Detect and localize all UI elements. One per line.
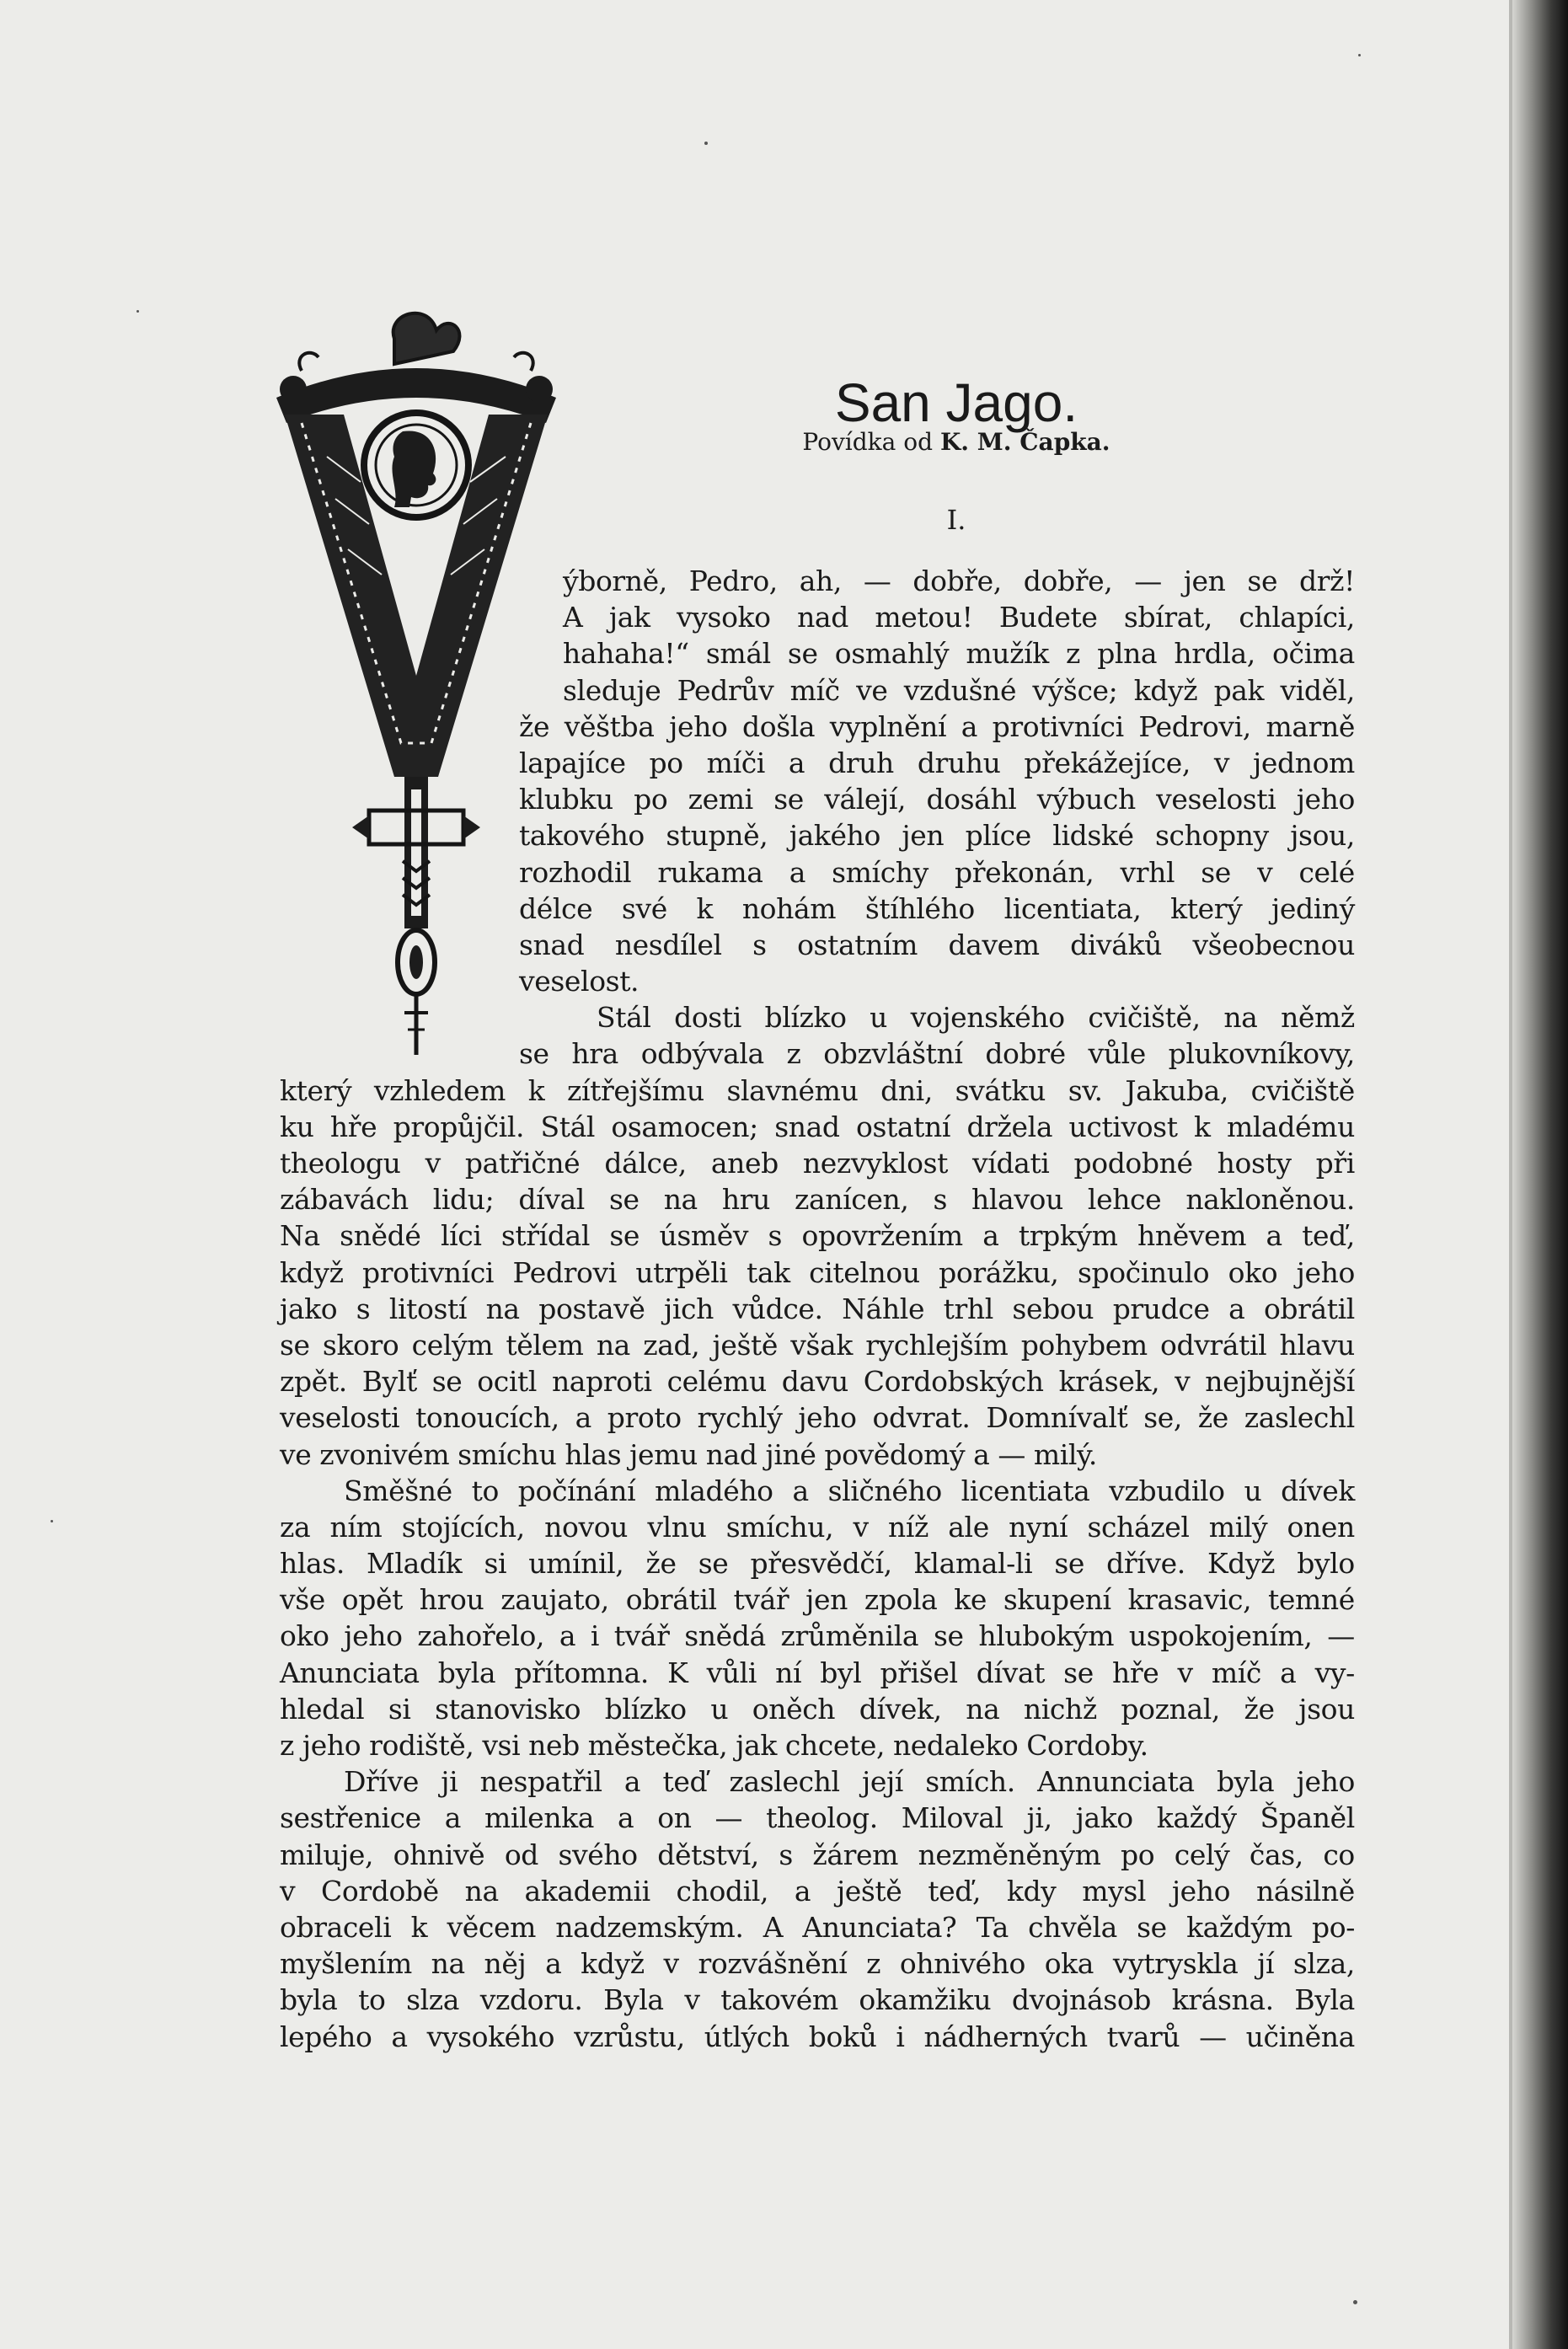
text-line: ýborně, Pedro, ah, — dobře, dobře, — jen se drž! — [563, 565, 1355, 597]
byline-prefix: Povídka od — [802, 428, 934, 456]
text-line: snad nesdílel s ostatním davem diváků všeobecnou — [519, 928, 1355, 961]
text-line: veselosti tonoucích, a proto rychlý jeho odvrat. Domnívalť se, že zaslechl — [280, 1401, 1355, 1435]
text-line: ku hře propůjčil. Stál osamocen; snad ostatní držela uctivost k mladému — [280, 1110, 1355, 1143]
text-line: Na snědé líci střídal se úsměv s opovržením a trpkým hněvem a teď, — [280, 1219, 1355, 1253]
text-line: myšlením na něj a když v rozvášnění z ohnivého oka vytryskla jí slza, — [280, 1947, 1355, 1981]
text-line: jako s litostí na postavě jich vůdce. Náhle trhl sebou prudce a obrátil — [280, 1292, 1355, 1325]
text-line: hledal si stanovisko blízko u oněch dívek, na nichž poznal, že jsou — [280, 1692, 1355, 1726]
book-spine-shadow — [1512, 0, 1568, 2349]
text-line: že věštba jeho došla vyplnění a protivníci Pedrovi, marně — [519, 709, 1355, 743]
text-line: délce své k nohám štíhlého licentiata, který jediný — [519, 891, 1355, 925]
text-line: zábavách lidu; díval se na hru zanícen, s hlavou lehce nakloněnou. — [280, 1183, 1355, 1217]
text-line: takového stupně, jakého jen plíce lidské schopny jsou, — [519, 819, 1355, 853]
paper-speck — [1358, 54, 1361, 56]
story-byline — [741, 428, 1171, 456]
text-line: když protivníci Pedrovi utrpěli tak citelnou porážku, spočinulo oko jeho — [280, 1255, 1355, 1289]
text-line: se skoro celým tělem na zad, ještě však rychlejším pohybem odvrátil hlavu — [280, 1328, 1355, 1362]
text-line: lepého a vysokého vzrůstu, útlých boků i nádherných tvarů — učiněna — [280, 2020, 1355, 2053]
text-line: z jeho rodiště, vsi neb městečka, jak chcete, nedaleko Cordoby. — [280, 1729, 1148, 1762]
text-line: hlas. Mladík si umínil, že se přesvědčí, klamal-li se dříve. Když bylo — [280, 1547, 1355, 1581]
text-line: A jak vysoko nad metou! Budete sbírat, chlapíci, — [563, 601, 1355, 634]
text-line: oko jeho zahořelo, a i tvář snědá zrůměnila se hlubokým uspokojením, — — [280, 1619, 1355, 1653]
story-body-text — [280, 563, 1355, 2055]
text-line: Stál dosti blízko u vojenského cvičiště, na němž — [597, 1001, 1355, 1035]
text-line: v Cordobě na akademii chodil, a ještě teď, kdy mysl jeho násilně — [280, 1874, 1355, 1908]
text-line: rozhodil rukama a smíchy překonán, vrhl se v celé — [519, 855, 1355, 889]
text-line: obraceli k věcem nadzemským. A Anunciata? Ta chvěla se každým po- — [280, 1910, 1355, 1944]
text-line: Anunciata byla přítomna. K vůli ní byl přišel dívat se hře v míč a vy- — [280, 1656, 1355, 1689]
story-title: San Jago. — [834, 372, 1078, 433]
text-line: který vzhledem k zítřejšímu slavnému dni, svátku sv. Jakuba, cvičiště — [280, 1073, 1355, 1107]
text-line: klubku po zemi se válejí, dosáhl výbuch veselosti jeho — [519, 783, 1355, 816]
paper-speck — [1353, 2300, 1357, 2304]
text-line: Směšné to počínání mladého a sličného licentiata vzbudilo u dívek — [344, 1474, 1355, 1507]
text-line: se hra odbývala z obzvláštní dobré vůle plukovníkovy, — [519, 1037, 1355, 1071]
text-line: Dříve ji nespatřil a teď zaslechl její smích. Annunciata byla jeho — [344, 1765, 1355, 1799]
text-line: sleduje Pedrův míč ve vzdušné výšce; když pak viděl, — [563, 673, 1355, 707]
text-line: veselost. — [519, 965, 640, 998]
byline-author: K. M. Čapka. — [939, 428, 1110, 456]
text-line: zpět. Bylť se ocitl naproti celému davu Cordobských krásek, v nejbujnější — [280, 1365, 1355, 1399]
text-line: theologu v patřičné dálce, aneb nezvyklost vídati podobné hosty při — [280, 1147, 1355, 1180]
text-line: hahaha!“ smál se osmahlý mužík z plna hrdla, očima — [563, 637, 1355, 671]
chapter-number: I. — [946, 504, 966, 536]
paper-speck — [51, 1520, 53, 1522]
text-line: za ním stojících, novou vlnu smíchu, v níž ale nyní scházel milý onen — [280, 1510, 1355, 1544]
text-line: vše opět hrou zaujato, obrátil tvář jen zpola ke skupení krasavic, temné — [280, 1583, 1355, 1617]
text-line: miluje, ohnivě od svého dětství, s žárem nezměněným po celý čas, co — [280, 1838, 1355, 1871]
paper-speck — [136, 310, 139, 313]
text-line: sestřenice a milenka a on — theolog. Miloval ji, jako každý Španěl — [280, 1801, 1355, 1835]
text-line: ve zvonivém smíchu hlas jemu nad jiné povědomý a — milý. — [280, 1437, 1097, 1471]
paper-speck — [704, 142, 708, 145]
text-line: lapajíce po míči a druh druhu překážejíce, v jednom — [519, 746, 1355, 779]
text-line: byla to slza vzdoru. Byla v takovém okamžiku dvojnásob krásna. Byla — [280, 1983, 1355, 2017]
